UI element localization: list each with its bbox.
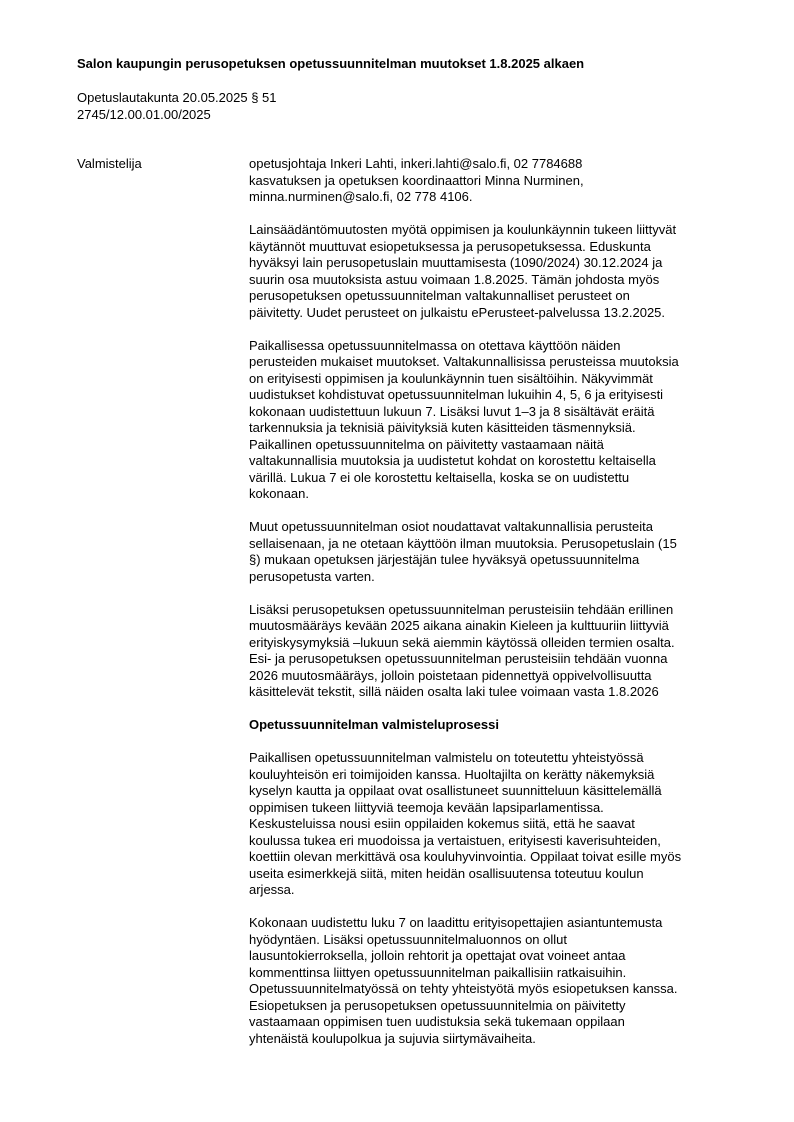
text-line: kokonaan uudistettuun lukuun 7. Lisäksi luvut 1–3 ja 8 sisältävät eräitä (249, 403, 655, 419)
text-line: §) mukaan opetuksen järjestäjän tulee hyväksyä opetussuunnitelma (249, 552, 640, 567)
text-line: Esiopetuksen ja perusopetuksen opetussuunnitelmia on päivitetty (249, 997, 626, 1013)
preparers-block (249, 156, 749, 206)
text-line: Lisäksi perusopetuksen opetussuunnitelman perusteisiin tehdään erillinen (249, 601, 674, 617)
paragraph-chapter7 (249, 915, 749, 1047)
text-line: kokonaan. (249, 486, 309, 501)
paragraph-other-sections (249, 519, 749, 585)
text-line: lausuntokierroksella, jolloin rehtorit ja opettajat ovat voineet antaa (249, 948, 626, 963)
paragraph-amendments (249, 602, 749, 701)
paragraph-legislation (249, 222, 749, 321)
record-number: 2745/12.00.01.00/2025 (77, 106, 211, 122)
text-line: Paikallinen opetussuunnitelma on päivitetty vastaamaan näitä (249, 436, 604, 452)
text-line: Keskusteluissa nousi esiin oppilaiden kokemus siitä, että he saavat (249, 816, 635, 831)
text-line: Muut opetussuunnitelman osiot noudattavat valtakunnallisia perusteita (249, 519, 653, 534)
text-line: erityiskysymyksiä –lukuun sekä aiemmin käytössä olleiden termien osalta. (249, 634, 675, 650)
preparer-line: kasvatuksen ja opetuksen koordinaattori Minna Nurminen, (249, 172, 584, 188)
text-line: Kokonaan uudistettu luku 7 on laadittu erityisopettajien asiantuntemusta (249, 915, 663, 930)
paragraph-preparation (249, 750, 749, 899)
text-line: perusteiden mukaiset muutokset. Valtakunnallisissa perusteissa muutoksia (249, 354, 679, 369)
text-line: Paikallisen opetussuunnitelman valmistelu on toteutettu yhteistyössä (249, 750, 644, 765)
text-line: hyväksyi lain perusopetuslain muuttamisesta (1090/2024) 30.12.2024 ja (249, 255, 663, 270)
text-line: kouluyhteisön eri toimijoiden kanssa. Huoltajilta on kerätty näkemyksiä (249, 766, 655, 782)
meeting-line: Opetuslautakunta 20.05.2025 § 51 (77, 90, 277, 105)
section-heading: Opetussuunnitelman valmisteluprosessi (249, 717, 499, 732)
text-line: suurin osa muutoksista astuu voimaan 1.8.2025. Tämän johdosta myös (249, 271, 660, 287)
text-line: muutosmääräys kevään 2025 aikana ainakin Kieleen ja kulttuuriin liittyviä (249, 618, 669, 633)
text-line: perusopetusta varten. (249, 568, 375, 584)
text-line: uudistukset kohdistuvat opetussuunnitelman lukuihin 4, 5, 6 ja erityisesti (249, 387, 664, 402)
document-body (249, 156, 749, 1064)
text-line: yhtenäistä koulupolkua ja sujuvia siirtymävaiheita. (249, 1030, 536, 1046)
text-line: 2026 muutosmääräys, jolloin poistetaan pidennettyä oppivelvollisuutta (249, 667, 652, 683)
document-title: Salon kaupungin perusopetuksen opetussuunnitelman muutokset 1.8.2025 alkaen (77, 56, 585, 71)
text-line: hyödyntäen. Lisäksi opetussuunnitelmaluonnos on ollut (249, 931, 567, 947)
text-line: käytännöt muuttuvat esiopetuksessa ja perusopetuksessa. Eduskunta (249, 238, 651, 254)
text-line: perusopetuksen opetussuunnitelman valtakunnalliset perusteet on (249, 288, 630, 303)
text-line: sellaisenaan, ja ne otetaan käyttöön ilman muutoksia. Perusopetuslain (15 (249, 535, 677, 551)
text-line: koulussa tukea eri muodoissa ja vertaistuen, erityisesti kaverisuhteiden, (249, 832, 661, 848)
meeting-info (77, 90, 277, 123)
text-line: Esi- ja perusopetuksen opetussuunnitelman perusteisiin tehdään vuonna (249, 651, 668, 666)
text-line: koettiin olevan merkittävä osa kouluhyvinvointia. Oppilaat toivat esille myös (249, 849, 682, 864)
text-line: arjessa. (249, 882, 295, 897)
text-line: oppimisen tukeen liittyviä teemoja kevään lapsiparlamentissa. (249, 799, 604, 815)
text-line: kommenttinsa liittyen opetussuunnitelman paikallisiin ratkaisuihin. (249, 964, 627, 980)
paragraph-local-curriculum (249, 338, 749, 503)
preparer-label: Valmistelija (77, 156, 142, 171)
text-line: vastaamaan oppimisen tuen uudistuksia sekä tukemaan oppilaan (249, 1014, 625, 1029)
text-line: Paikallisessa opetussuunnitelmassa on otettava käyttöön näiden (249, 337, 621, 353)
text-line: kyselyn kautta ja oppilaat ovat osallistuneet suunnitteluun käsittelemällä (249, 783, 662, 798)
text-line: käsittelevät tekstit, sillä näiden osalta laki tulee voimaan vasta 1.8.2026 (249, 684, 659, 699)
text-line: päivitetty. Uudet perusteet on julkaistu ePerusteet-palvelussa 13.2.2025. (249, 304, 666, 320)
text-line: on erityisesti oppimisen ja koulunkäynnin tuen sisältöihin. Näkyvimmät (249, 370, 653, 386)
text-line: tarkennuksia ja teknisiä päivityksiä kuten käsitteiden täsmennyksiä. (249, 420, 636, 435)
preparer-line: opetusjohtaja Inkeri Lahti, inkeri.lahti@salo.fi, 02 7784688 (249, 156, 583, 171)
text-line: useita esimerkkejä siitä, miten heidän osallisuutensa toteutuu koulun (249, 865, 644, 881)
text-line: Opetussuunnitelmatyössä on tehty yhteistyötä myös esiopetuksen kanssa. (249, 981, 678, 996)
text-line: värillä. Lukua 7 ei ole korostettu keltaisella, koska se on uudistettu (249, 469, 630, 485)
text-line: Lainsäädäntömuutosten myötä oppimisen ja koulunkäynnin tukeen liittyvät (249, 222, 677, 237)
text-line: valtakunnallisia muutoksia ja uudistetut kohdat on korostettu keltaisella (249, 453, 656, 468)
preparer-line: minna.nurminen@salo.fi, 02 778 4106. (249, 189, 473, 204)
